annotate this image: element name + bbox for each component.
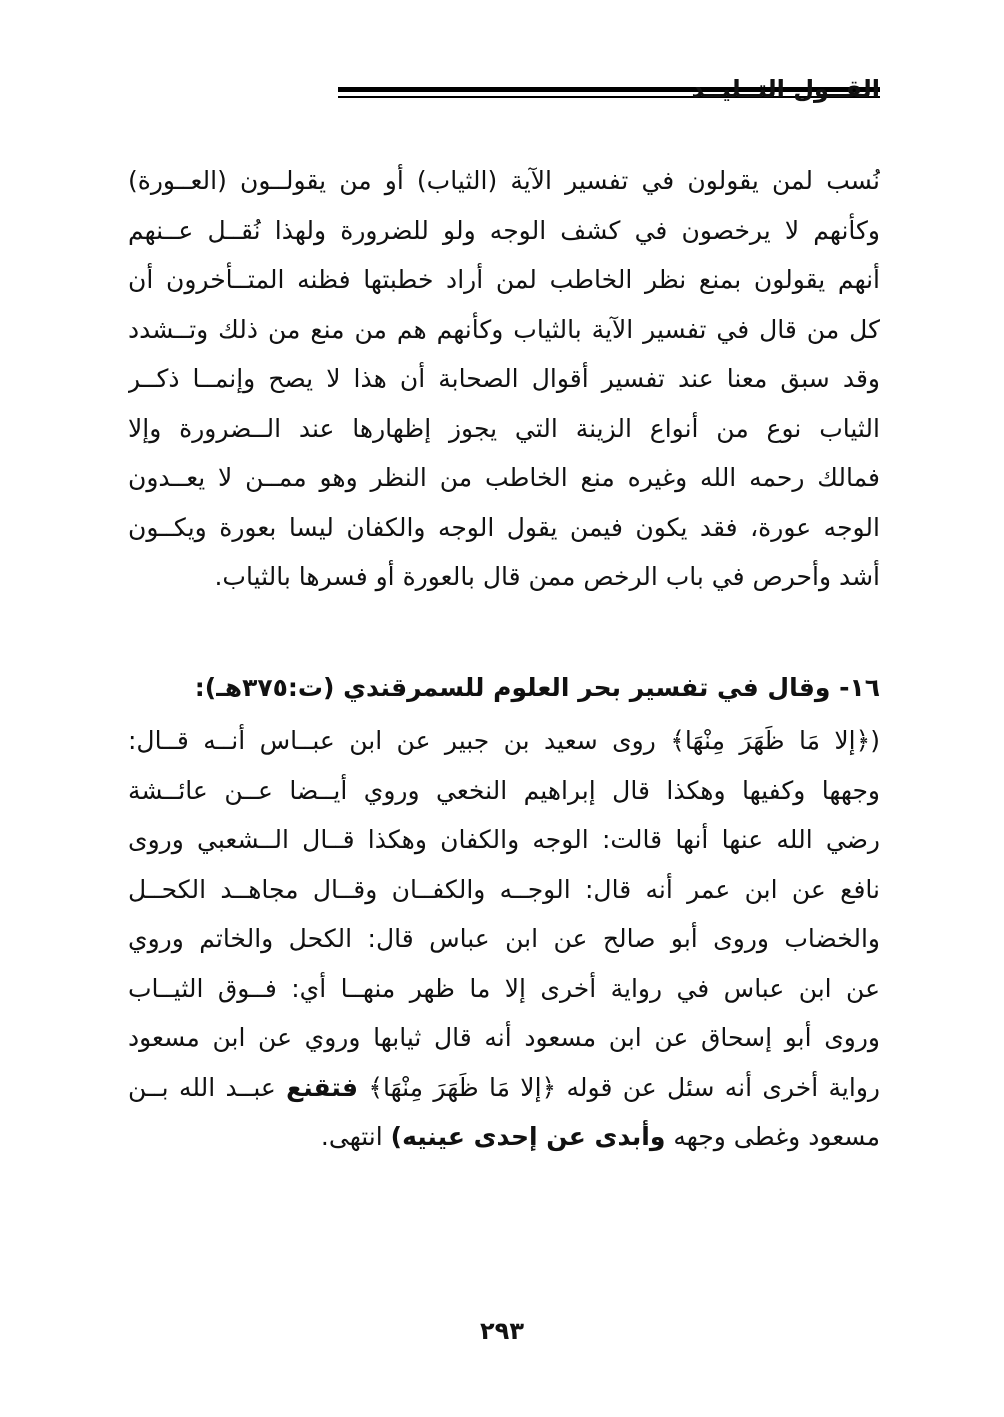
bold-text: وأبدى عن إحدى عينيه) [390,1122,666,1151]
text-line: وكأنهم لا يرخصون في كشف الوجه ولو للضرورة ولهذا نُقــل عــنهم [128,215,880,245]
paragraph-1 [128,156,880,602]
text-line: أنهم يقولون بمنع نظر الخاطب لمن أراد خطبتها فظنه المتــأخرون أن [128,265,880,294]
paragraph-2 [128,716,880,1162]
text-line [128,1063,880,1113]
text-segment: عبــد الله بــن [128,1072,276,1102]
text-line: نافع عن ابن عمر أنه قال: الوجــه والكفــان وقــال مجاهــد الكحــل [128,874,880,904]
text-line: وروى أبو إسحاق عن ابن مسعود أنه قال ثيابها وروي عن ابن مسعود [128,1023,880,1052]
text-line: (﴿إلا مَا ظَهَرَ مِنْهَا﴾ روى سعيد بن جبير عن ابن عبــاس أنــه قــال: [128,726,880,755]
book-title: القــول التــليــد [691,75,880,103]
text-line: رضي الله عنها أنها قالت: الوجه والكفان وهكذا قــال الــشعبي وروى [128,825,880,854]
section-heading: ١٦- وقال في تفسير بحر العلوم للسمرقندي (ت:٣٧٥هـ): [194,673,880,702]
text-line: الثياب نوع من أنواع الزينة التي يجوز إظهارها عند الــضرورة وإلا [128,413,880,443]
text-segment: انتهى. [320,1122,383,1151]
text-line: الوجه عورة، فقد يكون فيمن يقول الوجه والكفان ليسا بعورة ويكــون [128,512,880,542]
text-segment: مسعود وغطى وجهه [673,1122,880,1151]
text-segment: رواية أخرى أنه سئل عن قوله ﴿إلا مَا ظَهَرَ مِنْهَا﴾ [368,1072,880,1102]
page-number: ٢٩٣ [480,1317,524,1345]
text-line: كل من قال في تفسير الآية بالثياب وكأنهم هم من منع من ذلك وتــشدد [128,314,880,344]
text-line: وجهها وكفيها وهكذا قال إبراهيم النخعي وروي أيــضا عــن عائــشة [128,775,880,805]
bold-text: فتقنع [286,1072,358,1102]
text-line: أشد وأحرص في باب الرخص ممن قال بالعورة أو فسرها بالثياب. [214,562,880,591]
text-line [128,1112,880,1162]
text-line: عن ابن عباس في رواية أخرى إلا ما ظهر منهــا أي: فــوق الثيــاب [128,973,880,1003]
page-header [128,72,880,112]
text-line: نُسب لمن يقولون في تفسير الآية (الثياب) أو من يقولــون (العــورة) [128,166,880,195]
text-line: فمالك رحمه الله وغيره منع الخاطب من النظر وهو ممــن لا يعــدون [128,463,880,492]
text-line: وقد سبق معنا عند تفسير أقوال الصحابة أن هذا لا يصح وإنمــا ذكــر [128,364,880,393]
text-line: والخضاب وروى أبو صالح عن ابن عباس قال: الكحل والخاتم وروي [128,924,880,953]
